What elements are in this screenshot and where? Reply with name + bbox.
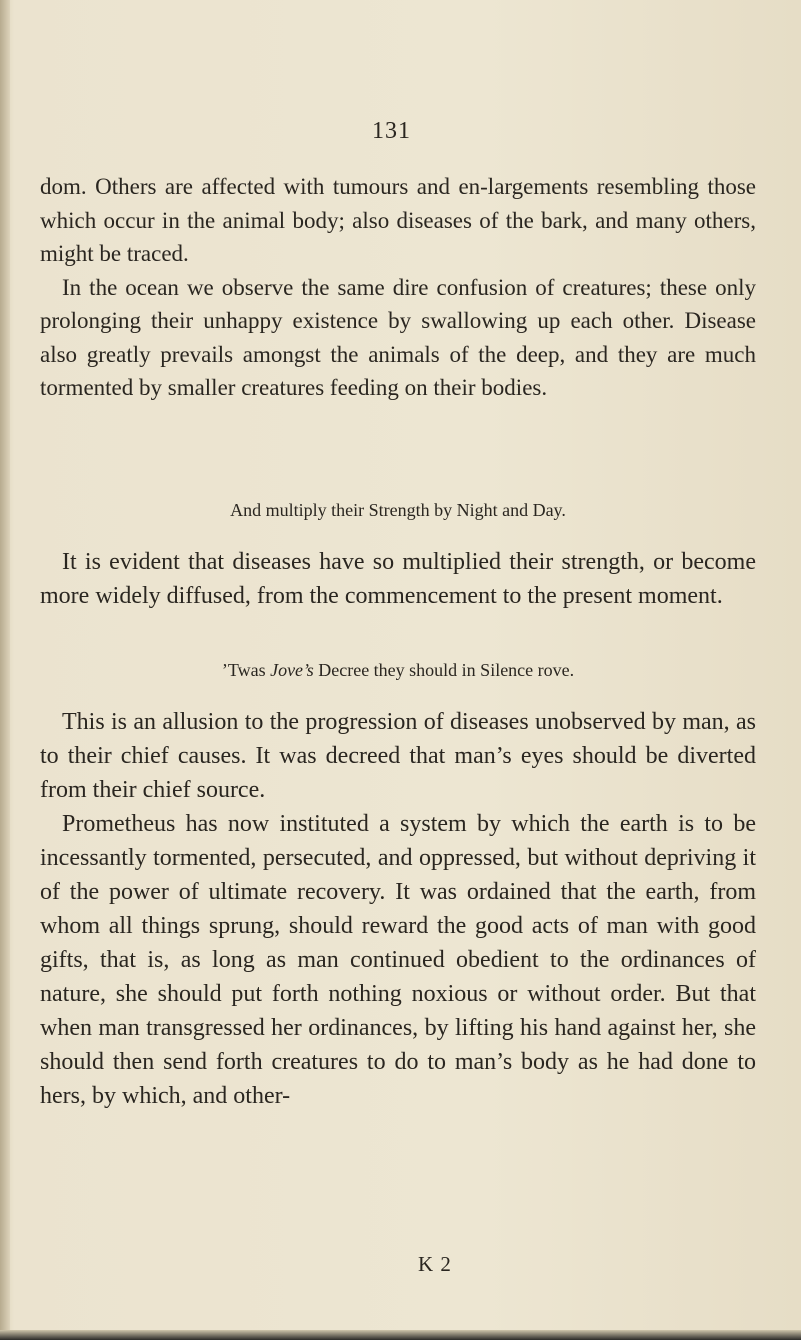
paragraph-3: It is evident that diseases have so multiplied their strength, or become more widely diffused, from the commencement to the present moment. [40,549,756,609]
page-bottom-edge [0,1330,801,1340]
text-section-1 [40,170,756,405]
verse-quote-1: And multiply their Strength by Night and Day. [230,500,566,520]
paragraph-2: In the ocean we observe the same dire confusion of creatures; these only prolonging their unhappy existence by swallowing up each other. Disease also greatly prevails amongst the animals of the deep, and they are much tormented by smaller creatures feeding on their bodies. [40,274,756,400]
paragraph-1: dom. Others are affected with tumours and en-largements resembling those which occur in the animal body; also diseases of the bark, and many others, might be traced. [40,174,756,266]
verse-quote-1-block [40,497,756,523]
text-section-2 [40,545,756,613]
verse-2-before: ’Twas [221,660,271,680]
verse-2-italic: Jove’s [270,660,314,680]
verse-2-after: Decree they should in Silence rove. [313,660,575,680]
page-number: 131 [372,118,411,144]
verse-quote-2-block [40,657,756,683]
page-gutter-shadow [0,0,10,1340]
signature-mark: K 2 [418,1252,452,1276]
verse-quote-2 [40,657,756,683]
paragraph-4: This is an allusion to the progression of diseases unobserved by man, as to their chief causes. It was decreed that man’s eyes should be diverted from their chief source. [40,709,756,803]
paragraph-5: Prometheus has now instituted a system by which the earth is to be incessantly tormented, persecuted, and oppressed, but without depriving it of the power of ultimate recovery. It was ordained that the earth, from whom all things sprung, should reward the good acts of man with good gifts, that is, as long as man continued obedient to the ordinances of nature, she should put forth nothing noxious or without order. But that when man transgressed her ordinances, by lifting his hand against her, she should then send forth creatures to do to man’s body as he had done to hers, by which, and other- [40,811,756,1109]
text-section-3 [40,705,756,1113]
